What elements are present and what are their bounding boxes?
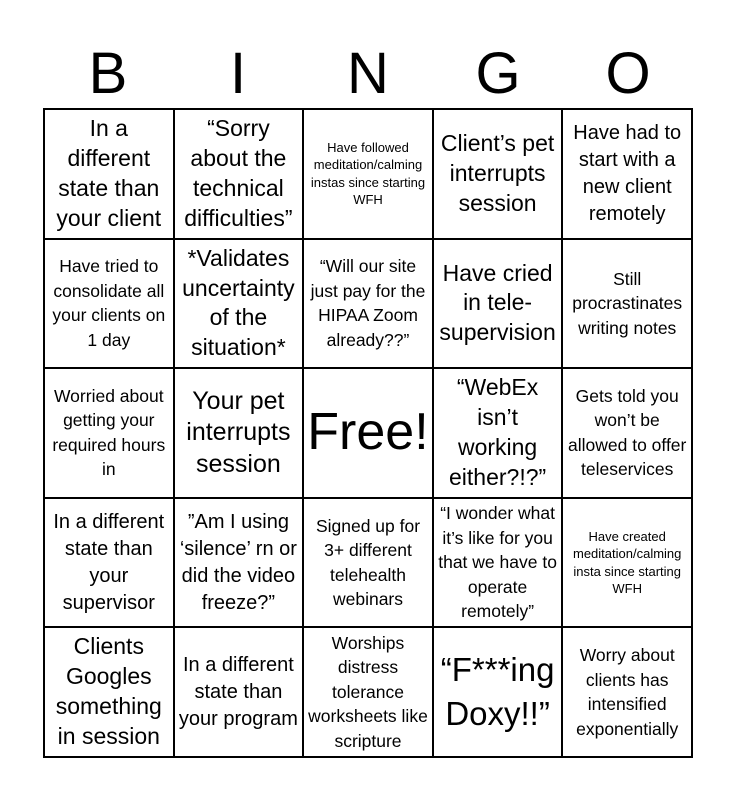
bingo-cell-r4c2[interactable]: ”Am I using ‘silence’ rn or did the video freeze?” [174, 498, 304, 628]
header-letter-b: B [88, 41, 128, 106]
bingo-cell-r1c4[interactable]: Client’s pet interrupts session [433, 109, 563, 239]
header-letter-n: N [347, 41, 389, 106]
bingo-cell-r1c2[interactable]: “Sorry about the technical difficulties” [174, 109, 304, 239]
bingo-cell-free[interactable]: Free! [303, 368, 433, 498]
header-letter-o: O [605, 41, 651, 106]
bingo-cell-r4c5[interactable]: Have created meditation/calming insta since starting WFH [562, 498, 692, 628]
bingo-cell-r3c4[interactable]: “WebEx isn’t working either?!?” [433, 368, 563, 498]
bingo-cell-r1c1[interactable]: In a different state than your client [44, 109, 174, 239]
bingo-cell-r3c1[interactable]: Worried about getting your required hours in [44, 368, 174, 498]
bingo-cell-r4c4[interactable]: “I wonder what it’s like for you that we have to operate remotely” [433, 498, 563, 628]
bingo-cell-r2c2[interactable]: *Validates uncertainty of the situation* [174, 239, 304, 369]
bingo-cell-r2c3[interactable]: “Will our site just pay for the HIPAA Zoom already??” [303, 239, 433, 369]
bingo-cell-r4c3[interactable]: Signed up for 3+ different telehealth webinars [303, 498, 433, 628]
bingo-cell-r5c1[interactable]: Clients Googles something in session [44, 627, 174, 757]
bingo-cell-r3c2[interactable]: Your pet interrupts session [174, 368, 304, 498]
header-letter-g: G [475, 41, 521, 106]
bingo-cell-r2c5[interactable]: Still procrastinates writing notes [562, 239, 692, 369]
bingo-cell-r4c1[interactable]: In a different state than your supervisor [44, 498, 174, 628]
bingo-cell-r1c5[interactable]: Have had to start with a new client remotely [562, 109, 692, 239]
bingo-cell-r2c1[interactable]: Have tried to consolidate all your clients on 1 day [44, 239, 174, 369]
bingo-cell-r5c2[interactable]: In a different state than your program [174, 627, 304, 757]
bingo-cell-r5c3[interactable]: Worships distress tolerance worksheets like scripture [303, 627, 433, 757]
bingo-cell-r2c4[interactable]: Have cried in tele-supervision [433, 239, 563, 369]
bingo-cell-r1c3[interactable]: Have followed meditation/calming instas since starting WFH [303, 109, 433, 239]
bingo-board [43, 108, 693, 758]
bingo-cell-r5c4[interactable]: “F***ing Doxy!!” [433, 627, 563, 757]
bingo-cell-r3c5[interactable]: Gets told you won’t be allowed to offer teleservices [562, 368, 692, 498]
header-letter-i: I [229, 41, 247, 106]
bingo-cell-r5c5[interactable]: Worry about clients has intensified exponentially [562, 627, 692, 757]
bingo-header [43, 40, 693, 108]
